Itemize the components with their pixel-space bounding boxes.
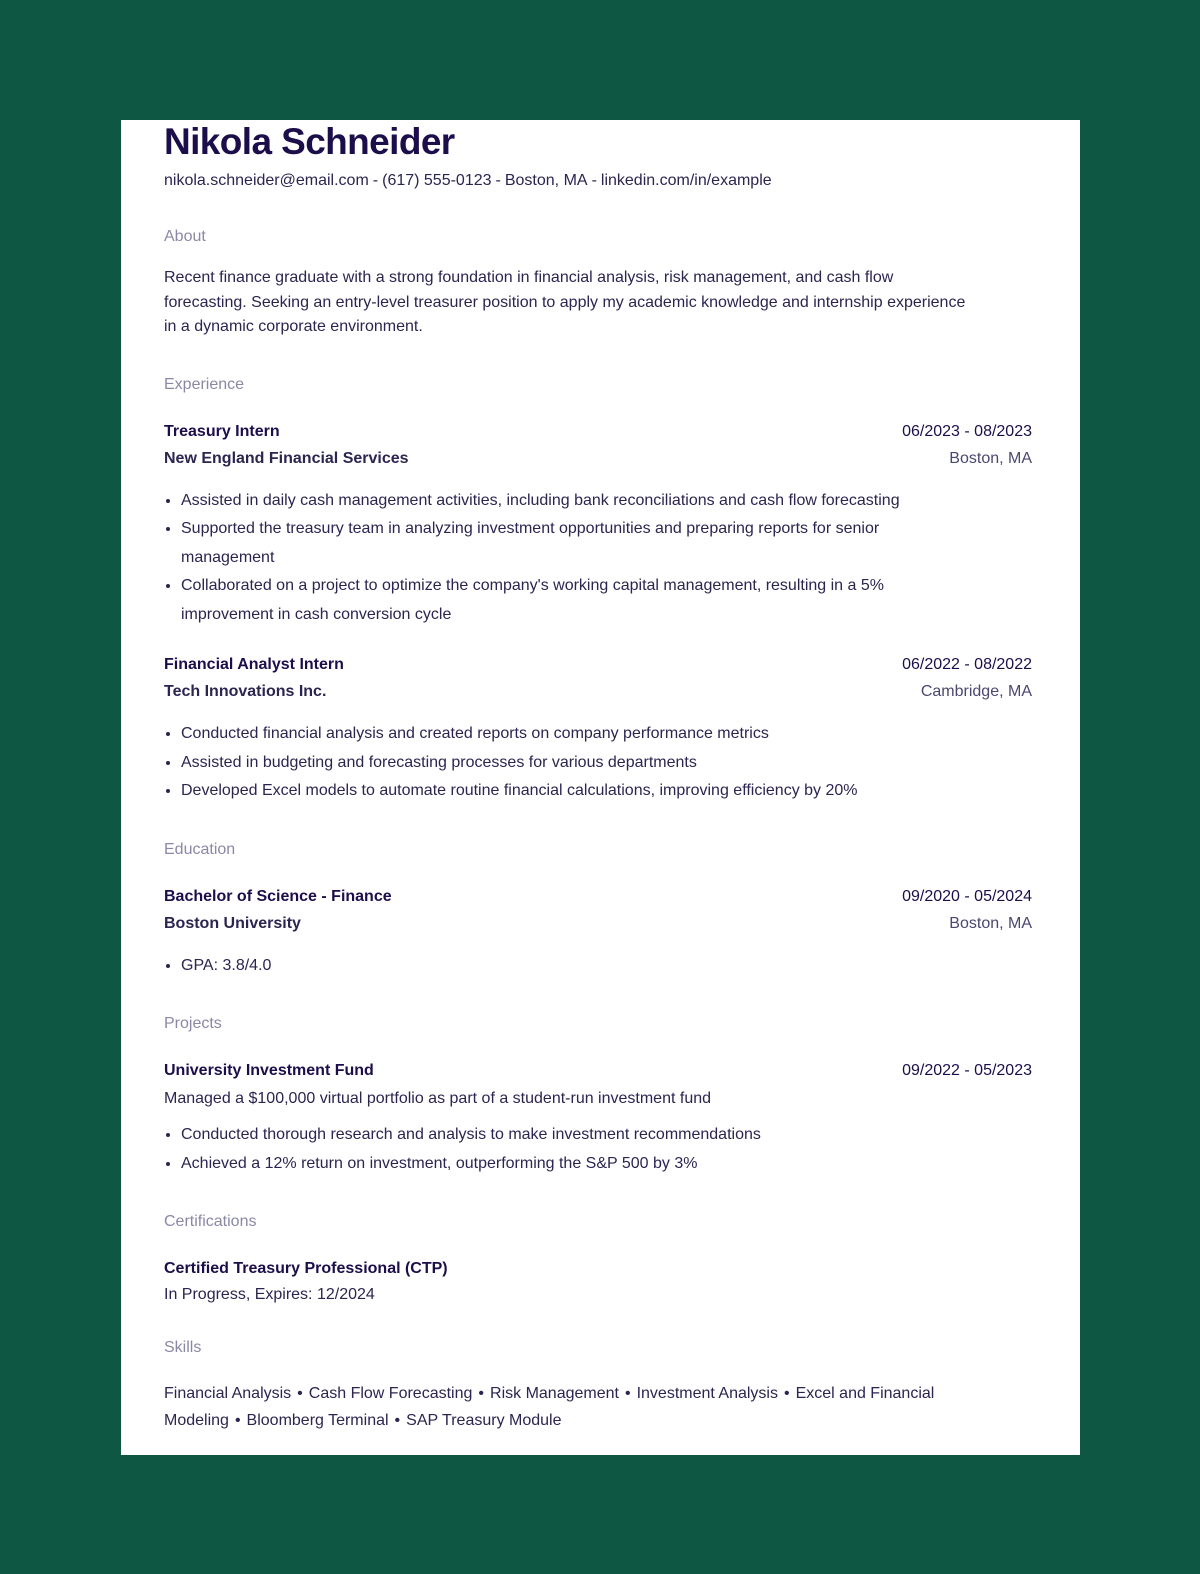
job-role: Treasury Intern: [164, 422, 280, 440]
bullet-item: • Developed Excel models to automate routine financial calculations, improving efficiency by 20%: [181, 777, 1032, 806]
job-dates: 06/2023 - 08/2023: [902, 422, 1032, 440]
skill-separator: •: [234, 1412, 241, 1429]
bullet-item: • Achieved a 12% return on investment, outperforming the S&P 500 by 3%: [181, 1150, 1032, 1179]
section-title-skills: Skills: [164, 1339, 202, 1356]
contact-separator: -: [591, 172, 597, 189]
section-title-education: Education: [164, 840, 236, 858]
experience-entry: [164, 655, 1032, 806]
contact-phone: (617) 555-0123: [382, 172, 492, 189]
job-location: Boston, MA: [949, 449, 1032, 467]
job-company: Tech Innovations Inc.: [164, 683, 327, 700]
school: Boston University: [164, 914, 301, 932]
degree: Bachelor of Science - Finance: [164, 887, 392, 905]
job-bullets: [164, 720, 1032, 806]
resume-page: [121, 120, 1080, 1455]
skill-separator: •: [297, 1385, 303, 1402]
education-location: Boston, MA: [949, 914, 1032, 932]
skill-item: Investment Analysis: [636, 1385, 778, 1402]
project-dates: 09/2022 - 05/2023: [902, 1062, 1032, 1079]
skill-item: SAP Treasury Module: [406, 1412, 562, 1429]
job-dates: 06/2022 - 08/2022: [902, 656, 1032, 673]
bullet-item: • Conducted thorough research and analysis to make investment recommendations: [181, 1121, 1032, 1150]
experience-entry: [164, 422, 1032, 630]
project-description: Managed a $100,000 virtual portfolio as part of a student-run investment fund: [164, 1090, 712, 1107]
contact-separator: -: [372, 172, 379, 189]
section-title-experience: Experience: [164, 375, 245, 393]
certification-status: In Progress, Expires: 12/2024: [164, 1286, 375, 1303]
education-entry: [164, 887, 1032, 981]
skill-item: Bloomberg Terminal: [246, 1412, 389, 1429]
bullet-item: • Assisted in budgeting and forecasting processes for various departments: [181, 749, 1032, 778]
contact-email: nikola.schneider@email.com: [164, 172, 369, 189]
contact-location: Boston, MA: [504, 172, 588, 189]
bullet-item: • Conducted financial analysis and created reports on company performance metrics: [181, 720, 1032, 749]
skill-separator: •: [624, 1385, 631, 1402]
job-role: Financial Analyst Intern: [164, 656, 344, 673]
education-bullets: [164, 952, 1032, 981]
contact-separator: -: [495, 172, 501, 189]
skill-item: Excel and Financial Modeling: [164, 1385, 935, 1429]
bullet-item: • Assisted in daily cash management activities, including bank reconciliations and cash flow forecasting: [181, 487, 1032, 516]
skill-separator: •: [783, 1385, 790, 1402]
bullet-item: • GPA: 3.8/4.0: [181, 952, 1032, 981]
certification-name: Certified Treasury Professional (CTP): [164, 1260, 448, 1277]
section-title-about: About: [164, 228, 206, 245]
contact-linkedin: linkedin.com/in/example: [600, 172, 772, 189]
skill-item: Cash Flow Forecasting: [308, 1385, 473, 1402]
skill-item: Risk Management: [490, 1385, 619, 1402]
section-title-projects: Projects: [164, 1015, 222, 1032]
skills-list: [164, 1380, 1032, 1434]
section-title-certifications: Certifications: [164, 1213, 257, 1230]
about-text: Recent finance graduate with a strong foundation in financial analysis, risk management, and cash flow forecasting. Seeking an entry-level treasurer position to apply my academic knowledge and internship experience in a dynamic corporate environment.: [164, 269, 966, 335]
bullet-item: • Collaborated on a project to optimize the company's working capital management, resulting in a 5% improvement in cash conversion cycle: [181, 572, 1032, 629]
project-bullets: [164, 1121, 1032, 1178]
contact-line: [164, 171, 1032, 191]
skill-separator: •: [478, 1385, 485, 1402]
candidate-name: Nikola Schneider: [164, 121, 455, 162]
job-bullets: [164, 487, 1032, 630]
job-location: Cambridge, MA: [920, 683, 1032, 700]
project-entry: [164, 1061, 1032, 1178]
job-company: New England Financial Services: [164, 449, 409, 467]
project-name: University Investment Fund: [164, 1062, 374, 1079]
education-dates: 09/2020 - 05/2024: [902, 887, 1032, 905]
skill-separator: •: [394, 1412, 401, 1429]
certification-entry: [164, 1259, 1032, 1305]
skill-item: Financial Analysis: [164, 1385, 292, 1402]
bullet-item: • Supported the treasury team in analyzing investment opportunities and preparing reports for senior management: [181, 515, 1032, 572]
